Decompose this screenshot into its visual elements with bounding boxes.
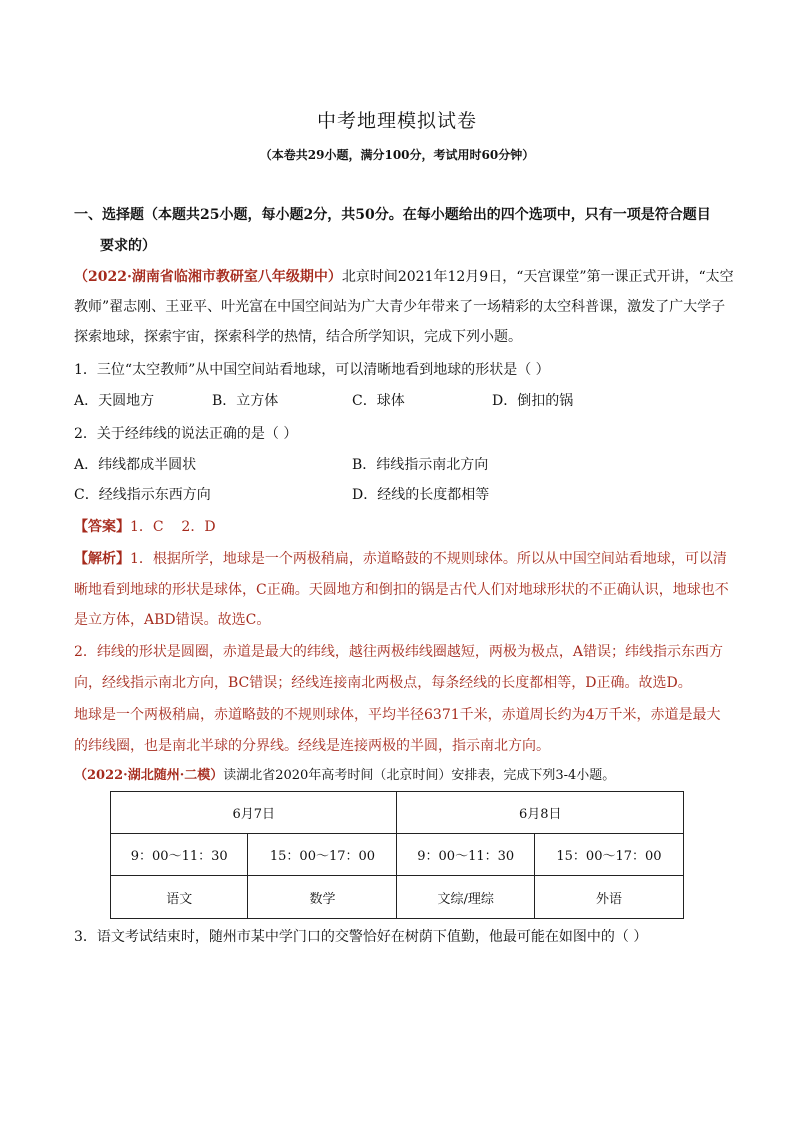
passage1-intro: 北京时间2021年12月9日，“天宫课堂”第一课正式开讲，“太空 xyxy=(341,269,734,285)
schedule-time: 15：00～17：00 xyxy=(534,834,683,876)
answer-label: 【答案】 xyxy=(74,519,130,535)
schedule-time: 15：00～17：00 xyxy=(248,834,397,876)
exam-schedule-table xyxy=(110,791,684,919)
answer-text: 1．C 2．D xyxy=(130,519,216,535)
question-2: 2．关于经纬线的说法正确的是（ ） xyxy=(74,426,298,442)
schedule-time: 9：00～11：30 xyxy=(397,834,534,876)
passage2-text: 读湖北省2020年高考时间（北京时间）安排表，完成下列3-4小题。 xyxy=(223,768,616,783)
schedule-subject: 语文 xyxy=(111,876,248,919)
schedule-subject: 数学 xyxy=(248,876,397,919)
page-subtitle: （本卷共29小题，满分100分，考试用时60分钟） xyxy=(259,148,535,162)
analysis-label: 【解析】 xyxy=(74,551,130,567)
page-title: 中考地理模拟试卷 xyxy=(316,110,477,132)
q1-option-b: B．立方体 xyxy=(212,393,279,409)
analysis-line6: 地球是一个两极稍扁，赤道略鼓的不规则球体，平均半径6371千米，赤道周长约为4万千米，赤道是最大 xyxy=(74,707,721,723)
analysis-line5: 向，经线指示南北方向，BC错误；经线连接南北两极点，每条经线的长度都相等，D正确。故选D。 xyxy=(74,675,692,691)
section-heading-cont: 要求的） xyxy=(100,238,156,254)
q2-option-d: D．经线的长度都相等 xyxy=(352,487,490,503)
section-heading: 一、选择题（本题共25小题，每小题2分，共50分。在每小题给出的四个选项中，只有一项是符合题目 xyxy=(74,207,711,223)
schedule-day-1: 6月7日 xyxy=(111,792,397,834)
q2-option-b: B．纬线指示南北方向 xyxy=(352,457,489,473)
analysis-line3: 是立方体，ABD错误。故选C。 xyxy=(74,612,271,628)
question-3: 3．语文考试结束时，随州市某中学门口的交警恰好在树荫下值勤，他最可能在如图中的（ ） xyxy=(74,929,648,945)
q1-option-c: C．球体 xyxy=(352,393,405,409)
analysis-line2: 晰地看到地球的形状是球体，C正确。天圆地方和倒扣的锅是古代人们对地球形状的不正确认识，地球也不 xyxy=(74,582,729,598)
passage1-source: （2022·湖南省临湘市教研室八年级期中） xyxy=(74,269,342,285)
schedule-subject: 外语 xyxy=(534,876,683,919)
analysis-line7: 的纬线圈，也是南北半球的分界线。经线是连接两极的半圆，指示南北方向。 xyxy=(74,738,550,754)
q2-option-c: C．经线指示东西方向 xyxy=(74,487,211,503)
analysis-line4: 2．纬线的形状是圆圈，赤道是最大的纬线，越往两极纬线圈越短，两极为极点，A错误；纬线指示东西方 xyxy=(74,644,724,660)
passage1-line1 xyxy=(74,267,734,287)
q2-option-a: A．纬线都成半圆状 xyxy=(74,457,197,473)
schedule-day-2: 6月8日 xyxy=(397,792,684,834)
question-1: 1．三位“太空教师”从中国空间站看地球，可以清晰地看到地球的形状是（ ） xyxy=(74,362,550,378)
analysis-text-1: 1．根据所学，地球是一个两极稍扁，赤道略鼓的不规则球体。所以从中国空间站看地球，可以清 xyxy=(130,551,727,567)
passage2-source: （2022·湖北随州·二模） xyxy=(74,768,224,783)
q1-option-d: D．倒扣的锅 xyxy=(492,393,574,409)
analysis-line1 xyxy=(74,549,727,569)
schedule-subject: 文综/理综 xyxy=(397,876,534,919)
schedule-time: 9：00～11：30 xyxy=(111,834,248,876)
q1-option-a: A．天圆地方 xyxy=(74,393,155,409)
passage2-line xyxy=(74,766,724,786)
passage1-line3: 探索地球，探索宇宙，探索科学的热情，结合所学知识，完成下列小题。 xyxy=(74,329,522,345)
passage1-line2: 教师”翟志刚、王亚平、叶光富在中国空间站为广大青少年带来了一场精彩的太空科普课，激发了广大学子 xyxy=(74,299,726,315)
answer-line xyxy=(74,517,724,537)
